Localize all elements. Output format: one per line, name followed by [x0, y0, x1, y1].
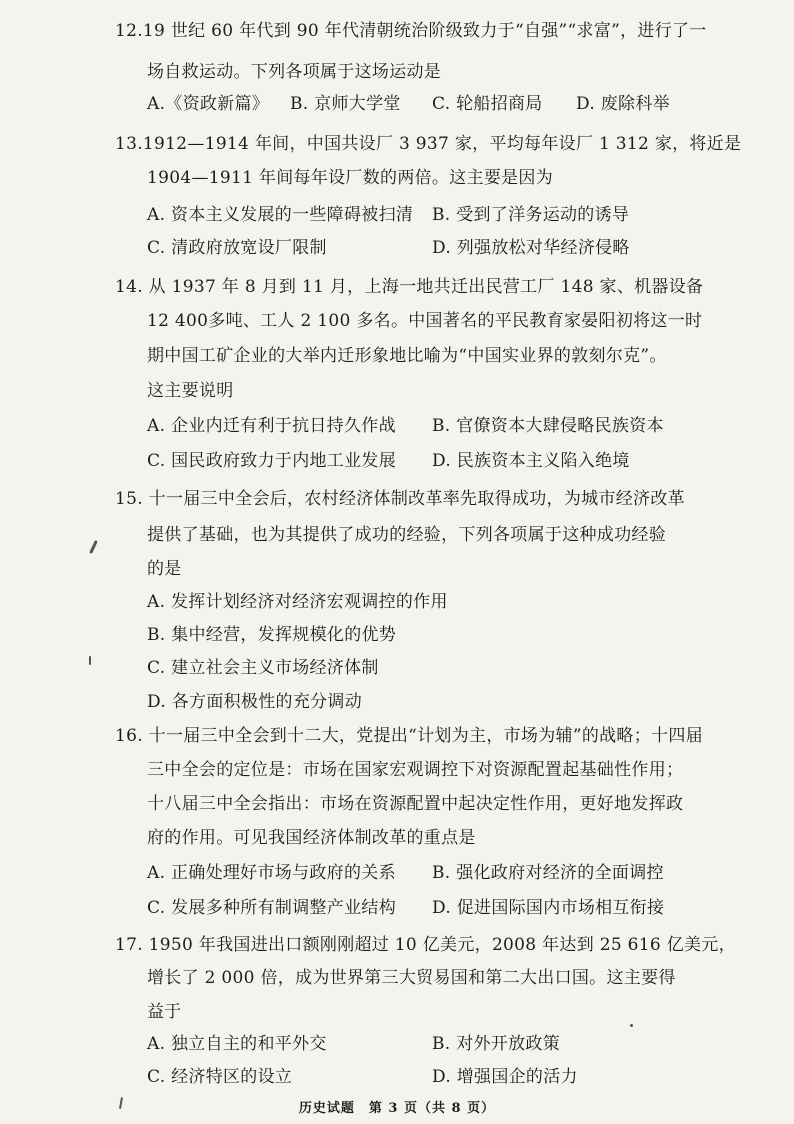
q15-stem-line-2: 提供了基础，也为其提供了成功的经验，下列各项属于这种成功经验	[147, 525, 666, 545]
q16-option-c: C. 发展多种所有制调整产业结构	[147, 898, 397, 918]
q13-option-d: D. 列强放松对华经济侵略	[432, 238, 630, 258]
q16-stem-line-4: 府的作用。可见我国经济体制改革的重点是	[147, 828, 476, 848]
q13-stem-line-1: 13.1912—1914 年间，中国共设厂 3 937 家，平均每年设厂 1 312 家，将近是	[115, 134, 742, 154]
q13-option-a: A. 资本主义发展的一些障碍被扫清	[147, 205, 414, 225]
q17-stem-line-1: 17. 1950 年我国进出口额刚刚超过 10 亿美元，2008 年达到 25 616 亿美元，	[115, 935, 736, 955]
q15-stem-line-3: 的是	[147, 559, 182, 579]
q15-stem-line-1: 15. 十一届三中全会后，农村经济体制改革率先取得成功，为城市经济改革	[115, 489, 685, 509]
q14-stem-line-3: 期中国工矿企业的大举内迁形象地比喻为“中国实业界的敦刻尔克”。	[147, 346, 667, 366]
q16-stem-line-1: 16. 十一届三中全会到十二大，党提出“计划为主，市场为辅”的战略；十四届	[115, 726, 703, 746]
q17-option-d: D. 增强国企的活力	[432, 1067, 578, 1087]
q16-option-d: D. 促进国际国内市场相互衔接	[432, 898, 665, 918]
q16-option-a: A. 正确处理好市场与政府的关系	[147, 863, 396, 883]
q13-option-b: B. 受到了洋务运动的诱导	[432, 205, 630, 225]
q12-stem-line-2: 场自救运动。下列各项属于这场运动是	[147, 62, 442, 82]
q16-option-b: B. 强化政府对经济的全面调控	[432, 863, 664, 883]
q16-stem-line-3: 十八届三中全会指出：市场在资源配置中起决定性作用，更好地发挥政	[147, 794, 684, 814]
q15-option-c: C. 建立社会主义市场经济体制	[147, 658, 379, 678]
q15-option-a: A. 发挥计划经济对经济宏观调控的作用	[147, 592, 448, 612]
scan-speck	[89, 540, 98, 554]
q12-option-b: B. 京师大学堂	[290, 94, 401, 114]
q13-option-c: C. 清政府放宽设厂限制	[147, 238, 327, 258]
q17-option-c: C. 经济特区的设立	[147, 1067, 293, 1087]
q13-stem-line-2: 1904—1911 年间每年设厂数的两倍。这主要是因为	[147, 168, 554, 188]
q15-option-b: B. 集中经营，发挥规模化的优势	[147, 625, 397, 645]
q14-stem-line-2: 12 400多吨、工人 2 100 多名。中国著名的平民教育家晏阳初将这一时	[147, 311, 703, 331]
q12-option-c: C. 轮船招商局	[432, 94, 543, 114]
q14-option-c: C. 国民政府致力于内地工业发展	[147, 451, 397, 471]
q15-option-d: D. 各方面积极性的充分调动	[147, 692, 363, 712]
q17-option-a: A. 独立自主的和平外交	[147, 1034, 327, 1054]
q14-stem-line-4: 这主要说明	[147, 381, 234, 401]
q14-option-a: A. 企业内迁有利于抗日持久作战	[147, 416, 396, 436]
q12-option-d: D. 废除科举	[576, 94, 670, 114]
q17-stem-line-2: 增长了 2 000 倍，成为世界第三大贸易国和第二大出口国。这主要得	[147, 968, 676, 988]
q12-option-a: A.《资政新篇》	[147, 94, 270, 114]
page-footer: 历史试题 第 3 页（共 8 页）	[298, 1101, 496, 1116]
q14-stem-line-1: 14. 从 1937 年 8 月到 11 月，上海一地共迁出民营工厂 148 家、机器设备	[115, 277, 704, 297]
q17-stem-line-3: 益于	[147, 1002, 182, 1022]
q14-option-d: D. 民族资本主义陷入绝境	[432, 451, 630, 471]
scan-speck	[630, 1024, 633, 1027]
q12-stem-line-1: 12.19 世纪 60 年代到 90 年代清朝统治阶级致力于“自强”“求富”，进行了一	[115, 21, 707, 41]
scan-speck	[89, 656, 91, 665]
q14-option-b: B. 官僚资本大肆侵略民族资本	[432, 416, 664, 436]
q17-option-b: B. 对外开放政策	[432, 1034, 560, 1054]
q16-stem-line-2: 三中全会的定位是：市场在国家宏观调控下对资源配置起基础性作用；	[147, 760, 684, 780]
